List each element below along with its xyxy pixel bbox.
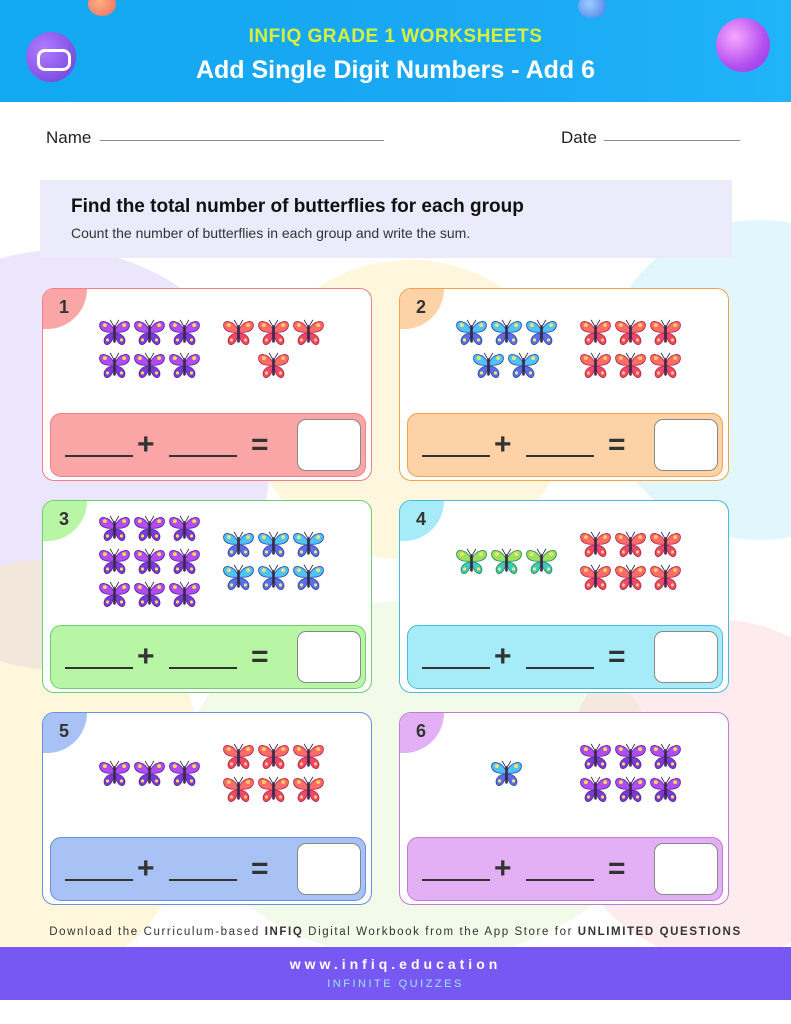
promo-middle: Digital Workbook from the App Store for xyxy=(303,926,578,938)
butterfly-icon xyxy=(291,563,326,593)
butterfly-icon xyxy=(454,547,489,577)
equals-sign: = xyxy=(608,428,626,461)
footer-url[interactable]: www.infiq.education xyxy=(289,956,502,972)
answer-row xyxy=(407,837,723,901)
plus-sign: + xyxy=(137,852,155,885)
answer-row xyxy=(407,625,723,689)
butterfly-icon xyxy=(97,759,132,789)
butterfly-icon xyxy=(97,318,132,348)
problem-number: 2 xyxy=(400,289,444,329)
butterfly-icon xyxy=(97,351,132,381)
butterfly-icon xyxy=(256,351,291,381)
butterfly-icon xyxy=(489,759,524,789)
butterfly-icon xyxy=(221,318,256,348)
butterfly-icon xyxy=(167,514,202,544)
butterfly-icon xyxy=(578,742,613,772)
problem-card-3 xyxy=(42,500,372,693)
butterfly-icon xyxy=(291,530,326,560)
worksheet-header xyxy=(0,0,791,102)
butterfly-icon xyxy=(613,318,648,348)
equals-sign: = xyxy=(251,428,269,461)
addend-blank-2[interactable] xyxy=(526,667,594,669)
promo-brand: INFIQ xyxy=(264,926,304,938)
butterfly-icon xyxy=(132,759,167,789)
addend-blank-1[interactable] xyxy=(422,879,490,881)
butterfly-icon xyxy=(132,580,167,610)
butterfly-icon xyxy=(578,318,613,348)
addend-blank-1[interactable] xyxy=(65,667,133,669)
butterfly-icon xyxy=(613,742,648,772)
problem-card-6 xyxy=(399,712,729,905)
sum-answer-box[interactable] xyxy=(297,419,361,471)
butterfly-icon xyxy=(648,775,683,805)
butterfly-icon xyxy=(578,775,613,805)
decor-ball xyxy=(88,0,116,16)
plus-sign: + xyxy=(494,640,512,673)
butterfly-icon xyxy=(291,775,326,805)
instructions-box xyxy=(40,180,732,258)
plus-sign: + xyxy=(494,852,512,885)
butterfly-icon xyxy=(524,318,559,348)
problem-number: 1 xyxy=(43,289,87,329)
decor-ball xyxy=(578,0,606,18)
footer-tagline: INFINITE QUIZZES xyxy=(327,978,464,990)
butterfly-icon xyxy=(648,351,683,381)
promo-cta: UNLIMITED QUESTIONS xyxy=(577,926,742,938)
butterfly-icon xyxy=(578,351,613,381)
butterfly-icon xyxy=(256,530,291,560)
sum-answer-box[interactable] xyxy=(654,419,718,471)
butterfly-icon xyxy=(97,514,132,544)
addend-blank-1[interactable] xyxy=(422,455,490,457)
sum-answer-box[interactable] xyxy=(654,631,718,683)
butterfly-icon xyxy=(256,318,291,348)
butterfly-icon xyxy=(132,318,167,348)
butterfly-icon xyxy=(221,742,256,772)
name-label: Name xyxy=(46,128,92,147)
date-field[interactable] xyxy=(604,140,740,141)
butterfly-icon xyxy=(167,547,202,577)
answer-row xyxy=(50,413,366,477)
plus-sign: + xyxy=(137,428,155,461)
problem-card-4 xyxy=(399,500,729,693)
plus-sign: + xyxy=(137,640,155,673)
date-label: Date xyxy=(561,128,597,147)
butterfly-icon xyxy=(454,318,489,348)
butterfly-icon xyxy=(648,742,683,772)
promo-prefix: Download the Curriculum-based xyxy=(49,926,265,938)
problem-card-5 xyxy=(42,712,372,905)
problem-number: 6 xyxy=(400,713,444,753)
butterfly-icon xyxy=(97,547,132,577)
answer-row xyxy=(407,413,723,477)
sum-answer-box[interactable] xyxy=(654,843,718,895)
butterfly-icon xyxy=(648,563,683,593)
equals-sign: = xyxy=(251,852,269,885)
butterfly-icon xyxy=(648,318,683,348)
butterfly-icon xyxy=(613,351,648,381)
problem-number: 3 xyxy=(43,501,87,541)
instructions-heading: Find the total number of butterflies for each group xyxy=(71,196,524,217)
butterfly-icon xyxy=(167,351,202,381)
butterfly-icon xyxy=(648,530,683,560)
addend-blank-2[interactable] xyxy=(526,455,594,457)
problem-card-2 xyxy=(399,288,729,481)
addend-blank-2[interactable] xyxy=(169,667,237,669)
butterfly-icon xyxy=(489,547,524,577)
butterfly-icon xyxy=(613,775,648,805)
sum-answer-box[interactable] xyxy=(297,843,361,895)
footer-bar xyxy=(0,947,791,1000)
butterfly-icon xyxy=(221,775,256,805)
butterfly-icon xyxy=(256,775,291,805)
promo-text xyxy=(0,926,791,938)
butterfly-icon xyxy=(167,318,202,348)
plus-sign: + xyxy=(494,428,512,461)
instructions-subtext: Count the number of butterflies in each group and write the sum. xyxy=(71,225,471,241)
addend-blank-2[interactable] xyxy=(526,879,594,881)
problem-card-1 xyxy=(42,288,372,481)
butterfly-icon xyxy=(167,759,202,789)
worksheet-title: Add Single Digit Numbers - Add 6 xyxy=(195,56,596,84)
butterfly-icon xyxy=(256,742,291,772)
addend-blank-1[interactable] xyxy=(65,879,133,881)
butterfly-icon xyxy=(471,351,506,381)
answer-row xyxy=(50,837,366,901)
equals-sign: = xyxy=(608,852,626,885)
addend-blank-1[interactable] xyxy=(65,455,133,457)
butterfly-icon xyxy=(97,580,132,610)
butterfly-icon xyxy=(132,514,167,544)
equals-sign: = xyxy=(251,640,269,673)
butterfly-icon xyxy=(524,547,559,577)
butterfly-icon xyxy=(167,580,202,610)
addend-blank-1[interactable] xyxy=(422,667,490,669)
butterfly-icon xyxy=(256,563,291,593)
butterfly-icon xyxy=(221,530,256,560)
butterfly-icon xyxy=(578,530,613,560)
butterfly-icon xyxy=(613,530,648,560)
problem-number: 4 xyxy=(400,501,444,541)
butterfly-icon xyxy=(291,742,326,772)
butterfly-icon xyxy=(613,563,648,593)
sum-answer-box[interactable] xyxy=(297,631,361,683)
equals-sign: = xyxy=(608,640,626,673)
butterfly-icon xyxy=(578,563,613,593)
answer-row xyxy=(50,625,366,689)
butterfly-icon xyxy=(221,563,256,593)
butterfly-icon xyxy=(489,318,524,348)
name-field[interactable] xyxy=(100,140,384,141)
butterfly-icon xyxy=(132,547,167,577)
problem-number: 5 xyxy=(43,713,87,753)
addend-blank-2[interactable] xyxy=(169,455,237,457)
butterfly-icon xyxy=(506,351,541,381)
addend-blank-2[interactable] xyxy=(169,879,237,881)
butterfly-icon xyxy=(132,351,167,381)
butterfly-icon xyxy=(291,318,326,348)
brand-title: INFIQ GRADE 1 WORKSHEETS xyxy=(248,26,543,47)
